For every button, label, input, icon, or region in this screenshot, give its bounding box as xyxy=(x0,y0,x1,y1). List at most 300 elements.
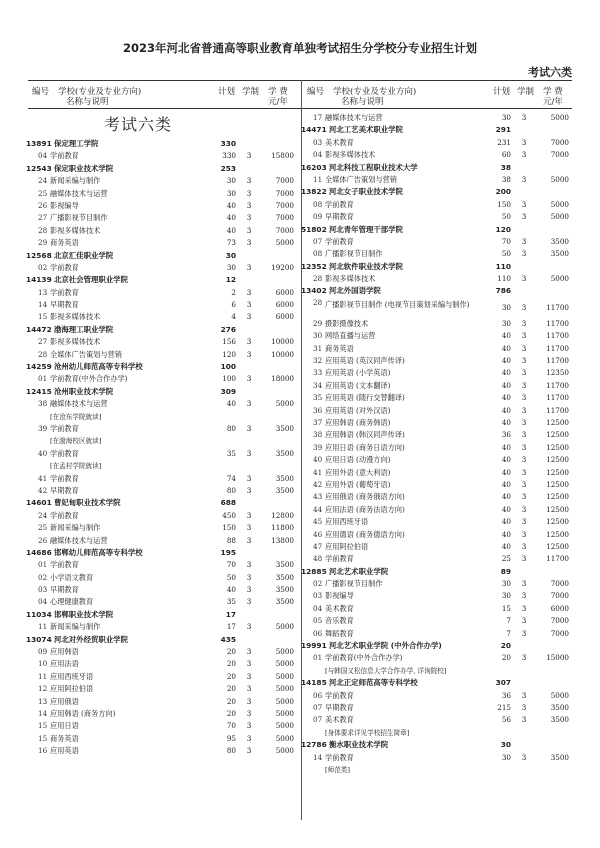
major-plan: 40 xyxy=(501,393,511,403)
school-name: 北京汇佳职业学院 xyxy=(54,250,114,260)
major-name: 应用韩语 (商务方向) xyxy=(50,708,116,718)
major-name: 学前教育 xyxy=(50,262,79,272)
school-code: 12352 xyxy=(301,261,327,271)
major-name: 融媒体技术与运营 xyxy=(50,535,108,545)
major-plan: 30 xyxy=(501,752,511,762)
major-fee: 18000 xyxy=(271,374,294,384)
major-years: 3 xyxy=(246,374,252,384)
major-name: 全媒体广告策划与营销 xyxy=(50,349,122,359)
school-plan-total: 291 xyxy=(495,125,511,135)
major-row xyxy=(307,603,569,615)
major-code: 12 xyxy=(38,684,48,694)
major-code: 03 xyxy=(313,137,323,147)
major-code: 04 xyxy=(313,603,323,613)
major-plan: 80 xyxy=(226,485,236,495)
major-plan: 95 xyxy=(226,733,236,743)
major-row xyxy=(307,714,569,726)
major-fee: 11700 xyxy=(546,343,569,353)
school-row xyxy=(301,261,569,273)
major-code: 42 xyxy=(313,479,323,489)
major-years: 3 xyxy=(521,467,527,477)
major-name: 应用法语 (商务法语方向) xyxy=(325,504,405,514)
major-row xyxy=(32,373,294,385)
major-row xyxy=(307,380,569,392)
major-years: 3 xyxy=(521,405,527,415)
major-years: 3 xyxy=(246,176,252,186)
major-fee: 3500 xyxy=(275,473,294,483)
major-row xyxy=(32,423,294,435)
major-years: 3 xyxy=(246,213,252,223)
major-name: 新闻采编与制作 xyxy=(50,622,101,632)
major-plan: 80 xyxy=(226,423,236,433)
major-name: 应用德语 (商务德语方向) xyxy=(325,529,405,539)
major-fee: 3500 xyxy=(550,236,569,246)
major-row xyxy=(307,615,569,627)
major-fee: 6000 xyxy=(550,603,569,613)
major-fee: 12500 xyxy=(546,455,569,465)
major-name: 学前教育 xyxy=(50,560,79,570)
major-name: 新闻采编与制作 xyxy=(50,176,101,186)
major-row xyxy=(32,473,294,485)
major-row xyxy=(32,708,294,720)
major-code: 42 xyxy=(38,485,48,495)
major-name: 早期教育 xyxy=(50,300,79,310)
major-fee: 12500 xyxy=(546,504,569,514)
major-years: 3 xyxy=(521,628,527,638)
school-name: 河北工艺美术职业学院 xyxy=(329,125,403,135)
major-name: 早期教育 xyxy=(325,212,354,222)
major-plan: 40 xyxy=(501,405,511,415)
major-fee: 11800 xyxy=(271,523,294,533)
major-name: 应用西班牙语 xyxy=(50,671,94,681)
major-years: 3 xyxy=(521,331,527,341)
major-code: 31 xyxy=(313,343,323,353)
school-plan-total: 195 xyxy=(220,547,236,557)
major-plan: 30 xyxy=(226,262,236,272)
major-plan: 70 xyxy=(226,560,236,570)
major-code: 06 xyxy=(313,690,323,700)
major-fee: 12350 xyxy=(546,368,569,378)
school-code: 14472 xyxy=(26,324,52,334)
major-fee: 5000 xyxy=(550,113,569,122)
major-years: 3 xyxy=(521,393,527,403)
major-plan: 20 xyxy=(226,684,236,694)
major-code: 03 xyxy=(313,591,323,601)
major-fee: 7000 xyxy=(275,188,294,198)
note-row xyxy=(307,764,569,776)
major-name: 应用日语 xyxy=(50,721,79,731)
major-fee: 3500 xyxy=(550,715,569,725)
major-years: 3 xyxy=(521,591,527,601)
major-code: 08 xyxy=(313,199,323,209)
major-row xyxy=(307,137,569,149)
school-name: 河北外国语学院 xyxy=(329,286,381,296)
major-name: 学前教育 xyxy=(50,473,79,483)
major-plan: 30 xyxy=(501,113,511,122)
major-name: 应用阿拉伯语 xyxy=(325,541,369,551)
major-plan: 36 xyxy=(501,430,511,440)
major-code: 26 xyxy=(38,200,48,210)
major-plan: 20 xyxy=(226,708,236,718)
major-plan: 40 xyxy=(226,213,236,223)
school-row xyxy=(26,497,294,509)
major-years: 3 xyxy=(521,479,527,489)
school-code: 14139 xyxy=(26,275,52,285)
school-plan-total: 17 xyxy=(225,609,236,619)
note-row xyxy=(32,435,294,447)
major-row xyxy=(32,150,294,162)
note-text: [师范类] xyxy=(325,765,350,774)
major-name: 学前教育 xyxy=(325,690,354,700)
major-years: 3 xyxy=(246,585,252,595)
major-row xyxy=(32,733,294,745)
major-plan: 50 xyxy=(501,249,511,259)
major-row xyxy=(307,298,569,318)
major-row xyxy=(32,683,294,695)
major-fee: 10000 xyxy=(271,349,294,359)
major-name: 舞蹈教育 xyxy=(325,628,354,638)
major-code: 09 xyxy=(313,212,323,222)
major-years: 3 xyxy=(246,721,252,731)
major-years: 3 xyxy=(246,399,252,409)
major-row xyxy=(307,199,569,211)
major-years: 3 xyxy=(521,430,527,440)
major-plan: 4 xyxy=(231,312,236,322)
major-code: 41 xyxy=(313,467,323,477)
major-plan: 40 xyxy=(501,492,511,502)
major-years: 3 xyxy=(246,535,252,545)
major-row xyxy=(307,248,569,260)
major-row xyxy=(307,628,569,640)
major-plan: 50 xyxy=(501,212,511,222)
major-fee: 12500 xyxy=(546,479,569,489)
major-years: 3 xyxy=(521,492,527,502)
major-plan: 60 xyxy=(501,150,511,160)
major-fee: 5000 xyxy=(275,708,294,718)
school-name: 河北科技工程职业技术大学 xyxy=(329,162,418,172)
major-code: 14 xyxy=(38,300,48,310)
major-years: 3 xyxy=(521,554,527,564)
major-row xyxy=(307,355,569,367)
note-text: [在沧东学院就读] xyxy=(50,412,102,421)
major-years: 3 xyxy=(521,616,527,626)
major-years: 3 xyxy=(521,236,527,246)
major-code: 30 xyxy=(313,331,323,341)
major-years: 3 xyxy=(246,423,252,433)
school-name: 河北正定师范高等专科学校 xyxy=(329,678,418,688)
major-years: 3 xyxy=(246,746,252,756)
major-name: 网络直播与运营 xyxy=(325,331,376,341)
major-plan: 215 xyxy=(497,702,511,712)
major-row xyxy=(32,262,294,274)
school-plan-total: 89 xyxy=(500,566,511,576)
major-name: 应用英语 (对外汉语) xyxy=(325,405,391,415)
major-row xyxy=(307,174,569,186)
major-name: 融媒体技术与运营 xyxy=(50,188,108,198)
major-plan: 40 xyxy=(501,541,511,551)
major-plan: 110 xyxy=(497,274,511,284)
major-years: 3 xyxy=(521,603,527,613)
major-row xyxy=(32,584,294,596)
major-fee: 7000 xyxy=(550,628,569,638)
note-row xyxy=(307,665,569,677)
major-name: 学前教育(中外合作办学) xyxy=(50,374,128,384)
major-fee: 7000 xyxy=(275,176,294,186)
major-fee: 15000 xyxy=(546,653,569,663)
school-row xyxy=(26,138,294,150)
major-row xyxy=(32,696,294,708)
major-row xyxy=(307,752,569,764)
major-row xyxy=(32,658,294,670)
school-code: 13402 xyxy=(301,286,327,296)
major-name: 影视编导 xyxy=(325,591,354,601)
major-fee: 3500 xyxy=(550,249,569,259)
major-code: 46 xyxy=(313,529,323,539)
major-fee: 12500 xyxy=(546,417,569,427)
major-fee: 7000 xyxy=(275,200,294,210)
major-code: 27 xyxy=(38,213,48,223)
major-fee: 11700 xyxy=(546,318,569,328)
major-row xyxy=(307,529,569,541)
major-row xyxy=(32,671,294,683)
school-row xyxy=(301,162,569,174)
major-name: 学前教育 xyxy=(50,510,79,520)
major-fee: 3500 xyxy=(275,485,294,495)
major-years: 3 xyxy=(521,318,527,328)
major-plan: 6 xyxy=(231,300,236,310)
school-plan-total: 688 xyxy=(220,498,236,508)
major-row xyxy=(307,392,569,404)
major-fee: 12500 xyxy=(546,492,569,502)
major-plan: 120 xyxy=(222,349,236,359)
major-plan: 70 xyxy=(226,721,236,731)
major-row xyxy=(307,553,569,565)
major-fee: 5000 xyxy=(550,199,569,209)
major-code: 03 xyxy=(38,585,48,595)
major-fee: 7000 xyxy=(550,150,569,160)
major-years: 3 xyxy=(246,684,252,694)
major-name: 新闻采编与制作 xyxy=(50,523,101,533)
major-fee: 3500 xyxy=(550,702,569,712)
top-rule xyxy=(28,80,572,81)
major-plan: 40 xyxy=(501,343,511,353)
header-fee-2: 元/年 xyxy=(543,97,563,107)
major-years: 3 xyxy=(246,647,252,657)
note-text: [与韩国又松信息大学合作办学, 详询院校] xyxy=(325,666,447,675)
major-name: 应用韩语 xyxy=(50,647,79,657)
major-name: 学前教育 xyxy=(50,287,79,297)
major-name: 影视多媒体技术 xyxy=(50,337,101,347)
major-row xyxy=(307,330,569,342)
major-code: 10 xyxy=(38,659,48,669)
major-fee: 11700 xyxy=(546,331,569,341)
major-fee: 11700 xyxy=(546,356,569,366)
major-fee: 11700 xyxy=(546,405,569,415)
major-row xyxy=(32,336,294,348)
school-code: 19991 xyxy=(301,641,327,651)
major-code: 35 xyxy=(313,393,323,403)
school-row xyxy=(26,250,294,262)
major-plan: 7 xyxy=(506,616,511,626)
major-years: 3 xyxy=(246,300,252,310)
major-code: 09 xyxy=(38,647,48,657)
major-code: 16 xyxy=(38,746,48,756)
major-code: 29 xyxy=(38,238,48,248)
school-code: 12885 xyxy=(301,566,327,576)
school-plan-total: 20 xyxy=(500,641,511,651)
major-years: 3 xyxy=(246,696,252,706)
major-name: 商务英语 xyxy=(50,238,79,248)
major-plan: 70 xyxy=(501,236,511,246)
major-name: 广播影视节目制作 xyxy=(325,579,383,589)
major-row xyxy=(32,175,294,187)
major-fee: 11700 xyxy=(546,554,569,564)
major-name: 影视多媒体技术 xyxy=(325,150,376,160)
school-name: 曹妃甸职业技术学院 xyxy=(54,498,121,508)
major-row xyxy=(32,720,294,732)
major-row xyxy=(307,590,569,602)
major-plan: 330 xyxy=(222,151,236,161)
header-years: 学制 xyxy=(242,87,260,97)
major-years: 3 xyxy=(246,708,252,718)
school-plan-total: 200 xyxy=(495,187,511,197)
major-years: 3 xyxy=(521,504,527,514)
major-plan: 40 xyxy=(501,455,511,465)
major-code: 24 xyxy=(38,510,48,520)
major-plan: 40 xyxy=(501,356,511,366)
school-row xyxy=(26,609,294,621)
major-code: 15 xyxy=(38,721,48,731)
major-fee: 11700 xyxy=(546,302,569,312)
major-code: 01 xyxy=(38,374,48,384)
major-name: 应用外语 (葡萄牙语) xyxy=(325,479,391,489)
major-years: 3 xyxy=(246,485,252,495)
major-plan: 17 xyxy=(226,622,236,632)
major-years: 3 xyxy=(246,560,252,570)
left-column xyxy=(26,112,294,758)
major-row xyxy=(32,200,294,212)
school-code: 12415 xyxy=(26,386,52,396)
major-row xyxy=(307,211,569,223)
school-plan-total: 12 xyxy=(225,275,236,285)
major-name: 影视多媒体技术 xyxy=(50,225,101,235)
major-row xyxy=(32,485,294,497)
major-plan: 2 xyxy=(231,287,236,297)
major-years: 3 xyxy=(246,510,252,520)
major-years: 3 xyxy=(521,541,527,551)
major-name: 美术教育 xyxy=(325,137,354,147)
major-code: 45 xyxy=(313,517,323,527)
major-code: 34 xyxy=(313,380,323,390)
major-row xyxy=(307,491,569,503)
major-years: 3 xyxy=(521,274,527,284)
major-code: 05 xyxy=(313,616,323,626)
major-row xyxy=(307,112,569,124)
major-fee: 3500 xyxy=(275,597,294,607)
major-name: 应用韩语 (商务韩语) xyxy=(325,417,391,427)
major-years: 3 xyxy=(521,653,527,663)
major-fee: 12500 xyxy=(546,430,569,440)
header-fee-1: 学 费 xyxy=(543,87,563,97)
major-fee: 7000 xyxy=(275,213,294,223)
school-code: 13891 xyxy=(26,139,52,148)
major-row xyxy=(32,535,294,547)
major-name: 美术教育 xyxy=(325,603,354,613)
category-tag: 考试六类 xyxy=(528,66,572,79)
school-plan-total: 786 xyxy=(495,286,511,296)
major-name: 商务英语 xyxy=(325,343,354,353)
major-code: 29 xyxy=(313,318,323,328)
major-years: 3 xyxy=(246,597,252,607)
major-code: 39 xyxy=(38,423,48,433)
major-plan: 20 xyxy=(226,659,236,669)
school-name: 衡水职业技术学院 xyxy=(329,740,389,750)
major-plan: 20 xyxy=(501,653,511,663)
major-years: 3 xyxy=(246,312,252,322)
major-code: 38 xyxy=(38,399,48,409)
major-years: 3 xyxy=(521,417,527,427)
major-name: 应用英语 (英汉同声传译) xyxy=(325,356,405,366)
major-fee: 12800 xyxy=(271,510,294,520)
major-code: 11 xyxy=(38,622,48,632)
major-years: 3 xyxy=(521,529,527,539)
school-name: 河北艺术职业学院 xyxy=(329,566,389,576)
major-plan: 20 xyxy=(226,671,236,681)
major-code: 15 xyxy=(38,733,48,743)
header-school-1: 学校(专业及专业方向) xyxy=(333,87,417,97)
school-row xyxy=(301,640,569,652)
major-fee: 15800 xyxy=(271,151,294,161)
major-plan: 40 xyxy=(501,368,511,378)
major-plan: 30 xyxy=(501,591,511,601)
major-plan: 88 xyxy=(226,535,236,545)
header-code: 编号 xyxy=(32,87,50,97)
school-code: 11034 xyxy=(26,609,52,619)
major-row xyxy=(307,318,569,330)
major-fee: 5000 xyxy=(550,274,569,284)
major-code: 02 xyxy=(38,262,48,272)
major-name: 学前教育 xyxy=(325,199,354,209)
major-row xyxy=(307,273,569,285)
major-plan: 150 xyxy=(222,523,236,533)
school-code: 12786 xyxy=(301,740,327,750)
school-code: 12568 xyxy=(26,250,52,260)
school-row xyxy=(301,566,569,578)
major-plan: 56 xyxy=(501,715,511,725)
major-years: 3 xyxy=(246,287,252,297)
school-name: 保定职业技术学院 xyxy=(54,163,114,173)
major-plan: 40 xyxy=(501,504,511,514)
major-code: 32 xyxy=(313,356,323,366)
major-fee: 5000 xyxy=(550,174,569,184)
major-row xyxy=(307,442,569,454)
major-years: 3 xyxy=(521,174,527,184)
major-fee: 12500 xyxy=(546,529,569,539)
major-row xyxy=(307,516,569,528)
major-plan: 35 xyxy=(226,597,236,607)
major-years: 3 xyxy=(246,622,252,632)
school-row xyxy=(26,547,294,559)
major-name: 音乐教育 xyxy=(325,616,354,626)
major-row xyxy=(32,646,294,658)
school-row xyxy=(301,677,569,689)
major-code: 08 xyxy=(313,249,323,259)
school-name: 沧州幼儿师范高等专科学校 xyxy=(54,362,143,372)
major-code: 36 xyxy=(313,405,323,415)
school-row xyxy=(26,386,294,398)
major-fee: 12500 xyxy=(546,541,569,551)
major-name: 广播影视节目制作 xyxy=(50,213,108,223)
